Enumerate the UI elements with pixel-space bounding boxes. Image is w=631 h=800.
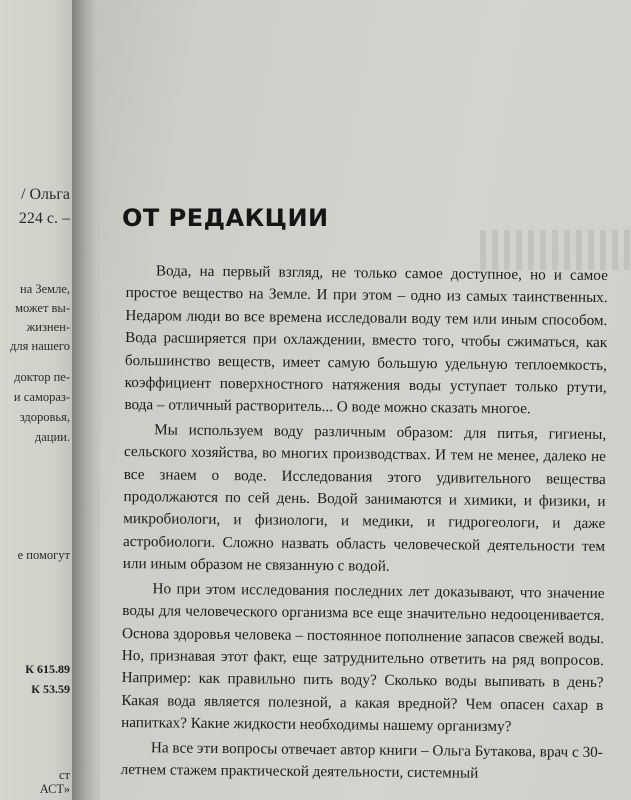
left-page-line: на Земле, xyxy=(20,282,70,296)
left-page xyxy=(0,0,78,800)
left-page-line: / Ольга xyxy=(21,186,70,203)
left-page-index-code: К 53.59 xyxy=(31,682,70,696)
left-page-line: может вы- xyxy=(15,301,70,315)
right-page xyxy=(100,0,631,800)
body-text xyxy=(121,260,608,786)
left-page-line: АСТ» xyxy=(39,782,70,796)
left-page-line: дации. xyxy=(34,430,70,444)
left-page-line: здоровья, xyxy=(19,410,70,424)
left-page-line: ст xyxy=(58,768,70,782)
paragraph: Вода, на первый взгляд, не только самое доступное, но и самое простое вещество на Земле. И при этом – одно из самых таинственных. Недаром люди во все времена исследовали воду тем или иным способом. Вода расширяется при охлаждении, вместо того, чтобы сжиматься, как большинство веществ, имеет самую большую удельную теплоемкость, коэффициент поверхностного натяжения воды уступает только ртути, вода – отличный растворитель... О воде можно сказать многое. xyxy=(124,262,608,418)
paragraph: На все эти вопросы отвечает автор книги – Ольга Бутакова, врач с 30-летнем стажем практической деятельности, системный xyxy=(120,738,603,782)
left-page-line: 224 с. – xyxy=(18,210,70,227)
left-page-line: для нашего xyxy=(10,339,70,353)
paragraph: Но при этом исследования последних лет доказывают, что значение воды для человеческого организма все еще значительно недооценивается. Основа здоровья человека – постоянное пополнение запасов свежей воды. Но, признавая этот факт, еще затруднительно ответить на ряд вопросов. Например: как правильно пить воду? Сколько воды выпивать в день? Какая вода является полезной, а какая вредной? Чем опасен сахар в напитках? Какие жидкости необходимы нашему организму? xyxy=(121,579,605,736)
page-title: ОТ РЕДАКЦИИ xyxy=(122,204,329,232)
left-page-index-code: К 615.89 xyxy=(25,662,70,676)
left-page-line: жизнен- xyxy=(26,320,70,334)
left-page-line: и самораз- xyxy=(13,390,70,404)
left-page-line: доктор пе- xyxy=(14,370,70,384)
paragraph: Мы используем воду различным образом: для питья, гигиены, сельского хозяйства, во многих производствах. И тем не менее, далеко не все знаем о воде. Исследования этого удивительного вещества продолжаются по сей день. Водой занимаются и химики, и физики, и микробиологи, и физиологи, и медики, и гидрогеологи, и даже астробиологи. Сложно назвать область человеческой деятельности тем или иным образом не связанную с водой. xyxy=(122,421,607,576)
left-page-line: е помогут xyxy=(17,548,70,562)
